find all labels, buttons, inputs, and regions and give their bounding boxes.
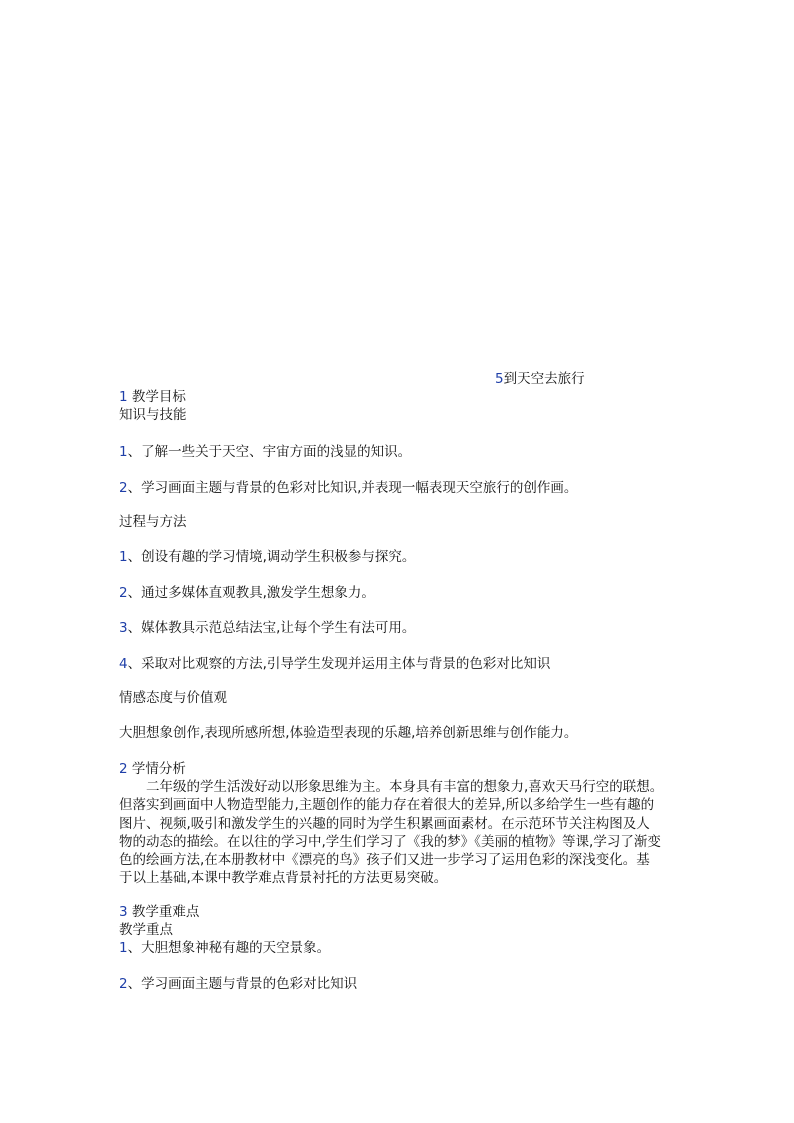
title-text: 到天空去旅行	[503, 371, 585, 387]
paragraph-line: 图片、视频,吸引和激发学生的兴趣的同时为学生积累画面素材。在示范环节关注构图及人	[119, 815, 650, 832]
item-number: 2	[119, 585, 128, 601]
paragraph-line: 但落实到画面中人物造型能力,主题创作的能力存在着很大的差异,所以多给学生一些有趣的	[119, 797, 655, 814]
section-3-heading	[119, 903, 199, 921]
item-text: 、了解一些关于天空、宇宙方面的浅显的知识。	[127, 444, 412, 460]
item-text: 、创设有趣的学习情境,调动学生积极参与探究。	[127, 549, 416, 565]
item-text: 、学习画面主题与背景的色彩对比知识	[127, 976, 358, 992]
key-points-heading: 教学重点	[119, 922, 173, 938]
document-title	[495, 370, 585, 388]
section-number: 2	[119, 761, 128, 777]
emotion-heading: 情感态度与价值观	[119, 690, 227, 706]
item-text: 、媒体教具示范总结法宝,让每个学生有法可用。	[127, 620, 416, 636]
section-number: 3	[119, 904, 128, 920]
section-1-heading	[119, 388, 186, 406]
section-heading-text: 教学重难点	[131, 904, 200, 920]
key-point-item-2	[119, 975, 357, 993]
item-number: 1	[119, 549, 128, 565]
paragraph-line: 二年级的学生活泼好动以形象思维为主。本身具有丰富的想象力,喜欢天马行空的联想。	[119, 779, 664, 795]
item-text: 、通过多媒体直观教具,激发学生想象力。	[127, 585, 375, 601]
item-number: 3	[119, 620, 128, 636]
item-number: 2	[119, 976, 128, 992]
section-number: 1	[119, 389, 128, 405]
item-text: 、采取对比观察的方法,引导学生发现并运用主体与背景的色彩对比知识	[127, 656, 551, 672]
item-text: 、大胆想象神秘有趣的天空景象。	[127, 940, 331, 956]
paragraph-line: 物的动态的描绘。在以往的学习中,学生们学习了《我的梦》《美丽的植物》等课,学习了渐变	[119, 833, 661, 850]
paragraph-line: 色的绘画方法,在本册教材中《漂亮的鸟》孩子们又进一步学习了运用色彩的深浅变化。基	[119, 852, 650, 869]
item-number: 1	[119, 940, 128, 956]
section-2-heading	[119, 760, 186, 778]
item-number: 4	[119, 656, 128, 672]
item-number: 2	[119, 480, 128, 496]
knowledge-heading: 知识与技能	[119, 407, 187, 423]
student-analysis-paragraph	[119, 778, 699, 888]
key-point-item-1	[119, 939, 330, 957]
emotion-text: 大胆想象创作,表现所感所想,体验造型表现的乐趣,培养创新思维与创作能力。	[119, 725, 578, 741]
item-text: 、学习画面主题与背景的色彩对比知识,并表现一幅表现天空旅行的创作画。	[127, 480, 578, 496]
section-heading-text: 教学目标	[131, 389, 186, 405]
process-item-3	[119, 619, 415, 637]
process-item-4	[119, 655, 550, 673]
paragraph-line: 于以上基础,本课中教学难点背景衬托的方法更易突破。	[119, 870, 448, 887]
item-number: 1	[119, 444, 128, 460]
knowledge-item-2	[119, 479, 577, 497]
title-number: 5	[495, 371, 504, 387]
process-item-1	[119, 548, 415, 566]
process-item-2	[119, 584, 375, 602]
process-heading: 过程与方法	[119, 514, 187, 530]
knowledge-item-1	[119, 443, 411, 461]
section-heading-text: 学情分析	[131, 761, 186, 777]
